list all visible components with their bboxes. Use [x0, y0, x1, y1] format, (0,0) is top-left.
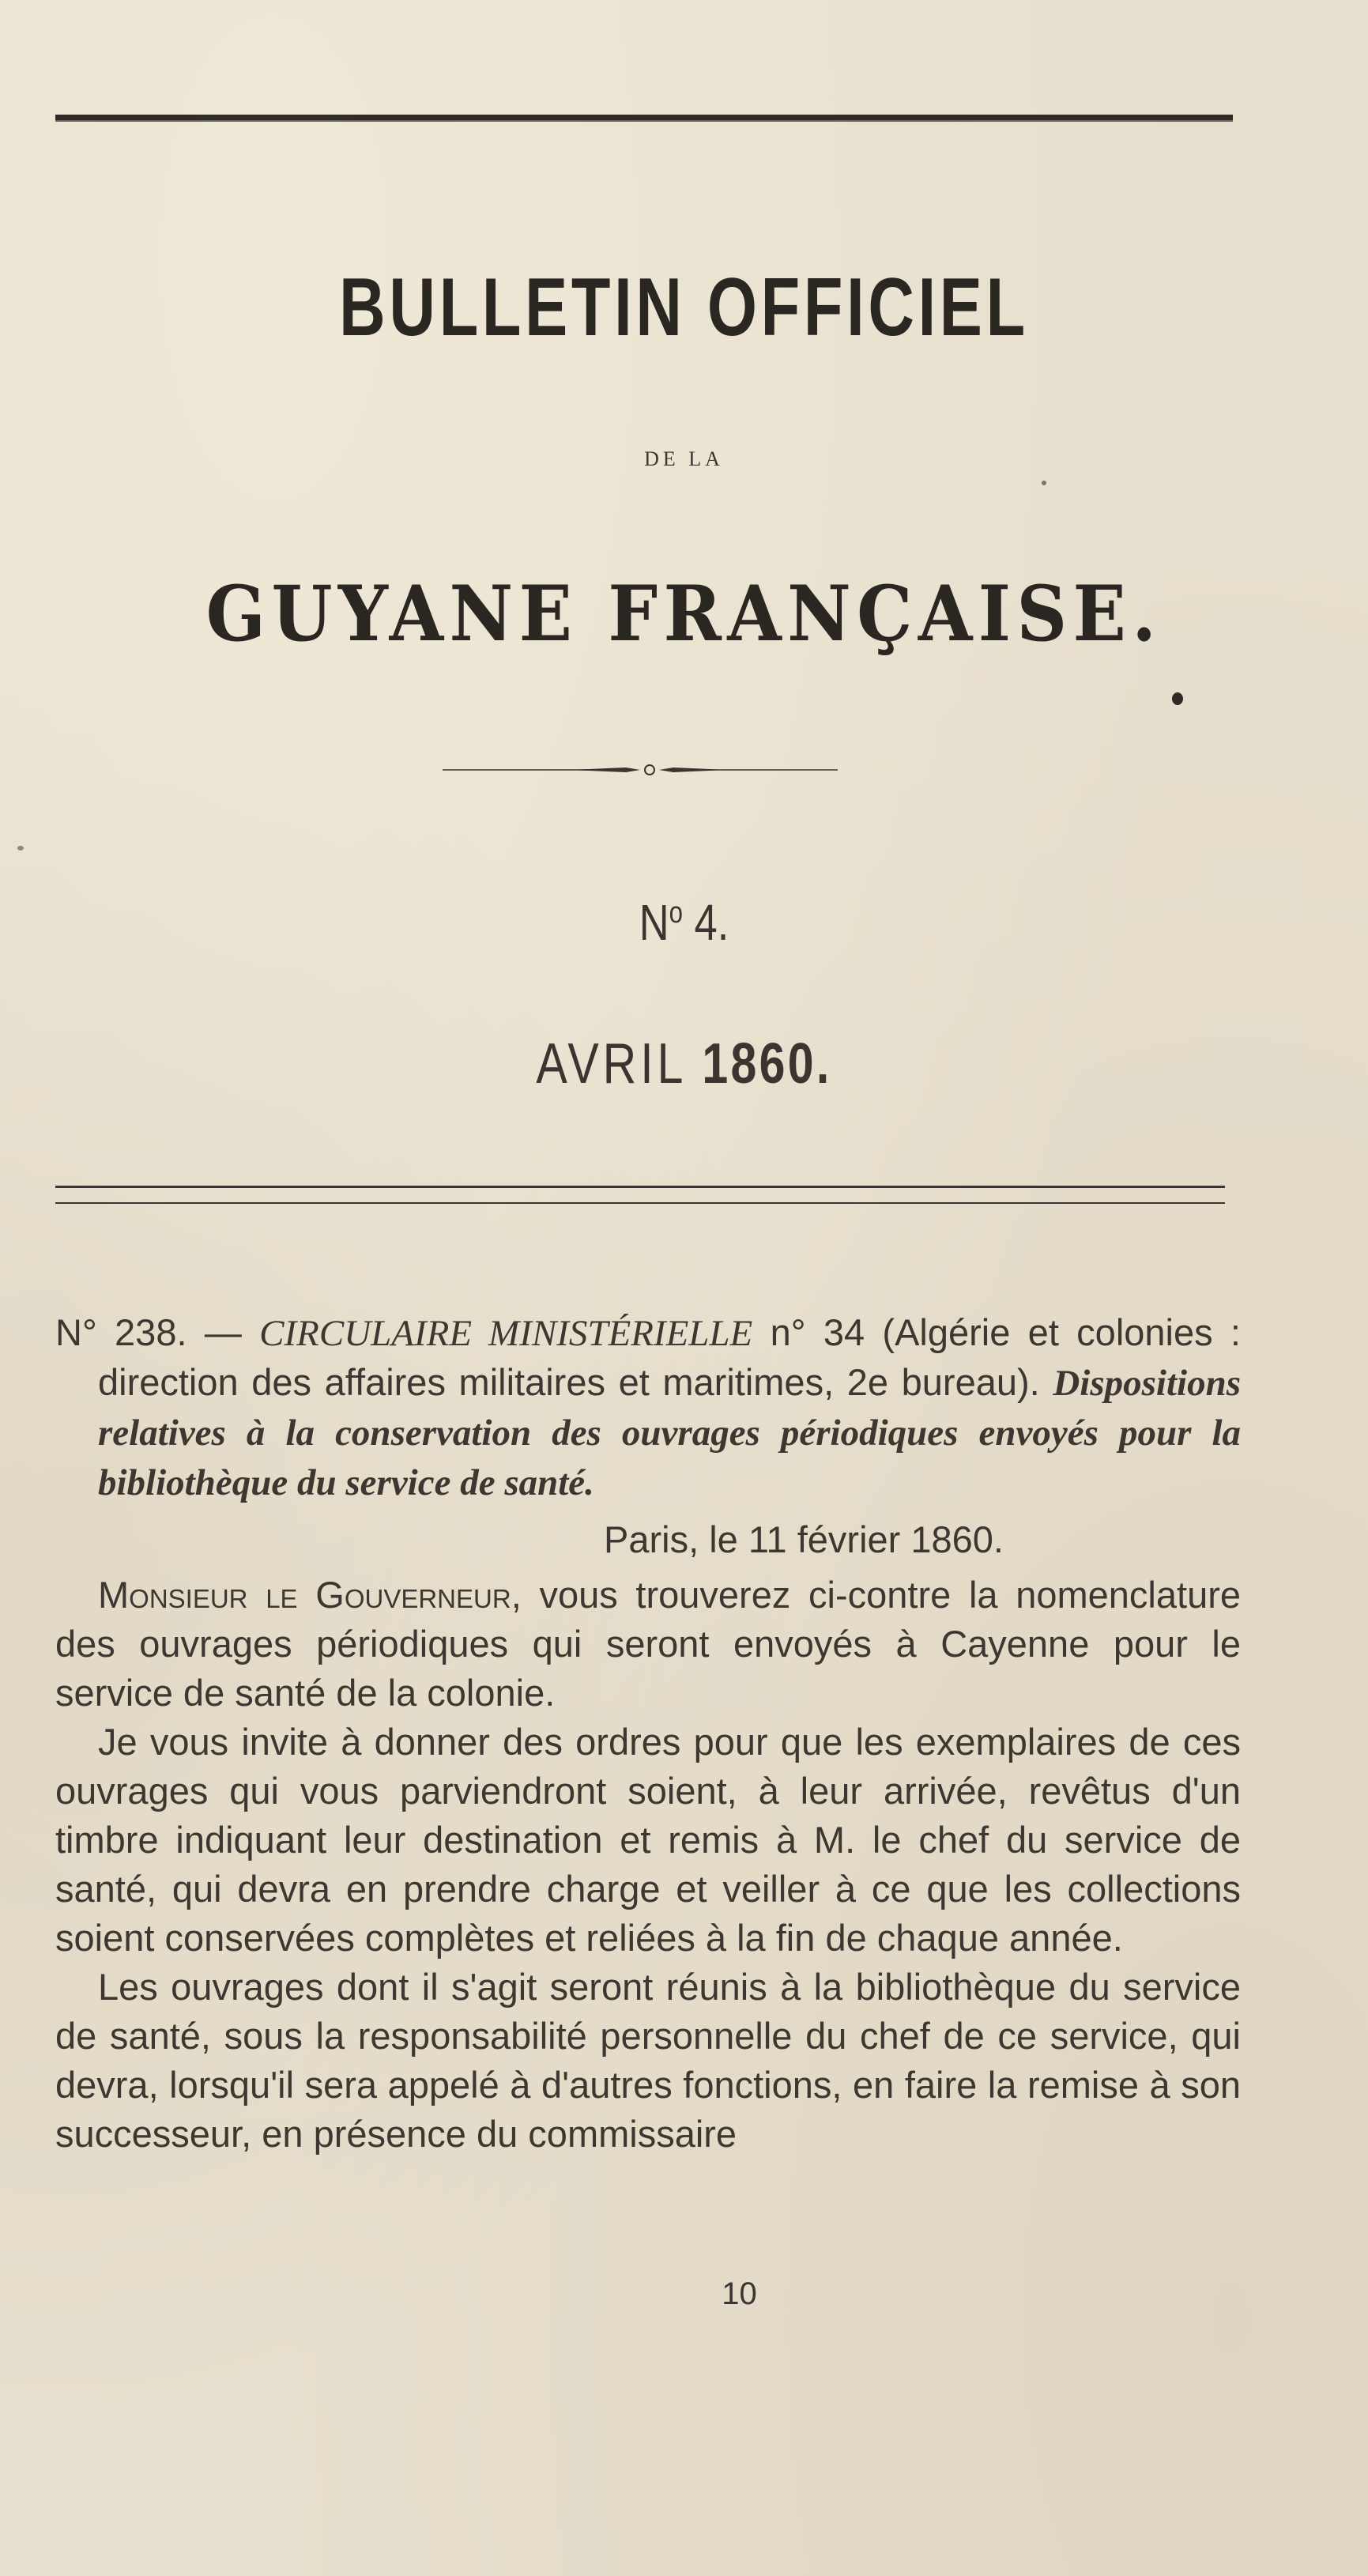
ink-speck — [1172, 692, 1183, 705]
issue-number — [123, 893, 1245, 952]
paragraph-1-text: , vous trouverez ci-contre la nomenclature des ouvrages périodiques qui seront envoyés à Cayenne pour le service de santé de la colonie. — [55, 1574, 1242, 1714]
ink-speck — [1042, 481, 1046, 485]
signature-mark: 10 — [722, 2276, 757, 2311]
article-subject: Dispositions relatives à la conservation des ouvrages périodiques envoyés pour la bibliothèque du service de santé. — [98, 1363, 1241, 1503]
issue-label-sup: o — [669, 896, 683, 930]
top-rule — [55, 115, 1233, 122]
paragraph-3: Les ouvrages dont il s'agit seront réunis à la bibliothèque du service de santé, sous la responsabilité personnelle du chef de ce service, qui devra, lorsqu'il sera appelé à d'autres fonctions, en faire la remise à son successeur, en présence du commissaire — [55, 1966, 1241, 2155]
issue-date — [123, 1032, 1245, 1096]
article-body — [55, 1308, 1241, 2159]
article-number: N° 238. — — [55, 1311, 260, 1353]
issue-number-value: 4. — [694, 894, 729, 951]
ornament-divider — [443, 760, 854, 779]
issue-month: AVRIL — [536, 1032, 686, 1096]
issue-label: N — [639, 894, 669, 951]
paragraph-1 — [55, 1571, 1241, 1718]
ink-speck — [17, 846, 24, 850]
double-rule — [55, 1186, 1225, 1204]
bulletin-title: BULLETIN OFFICIEL — [339, 262, 1029, 353]
salutation: Monsieur le Gouverneur — [98, 1574, 511, 1616]
paragraph-2: Je vous invite à donner des ordres pour que les exemplaires de ces ouvrages qui vous parviendront soient, à leur arrivée, revêtus d'un timbre indiquant leur destination et remis à M. le chef du service de santé, qui devra en prendre charge et veiller à ce que les collections soient conservées complètes et reliées à la fin de chaque année. — [55, 1721, 1241, 1959]
title-connector: DE LA — [644, 447, 724, 470]
article-type: CIRCULAIRE MINISTÉRIELLE — [259, 1313, 753, 1354]
colony-title: GUYANE FRANÇAISE. — [205, 569, 1163, 658]
article-reference: n° 34 (Algérie et colonies : direction des affaires militaires et maritimes, 2e bureau). — [98, 1311, 1241, 1403]
issue-year: 1860. — [702, 1032, 832, 1096]
article-heading — [55, 1308, 1241, 1507]
date-line: Paris, le 11 février 1860. — [604, 1518, 1004, 1560]
